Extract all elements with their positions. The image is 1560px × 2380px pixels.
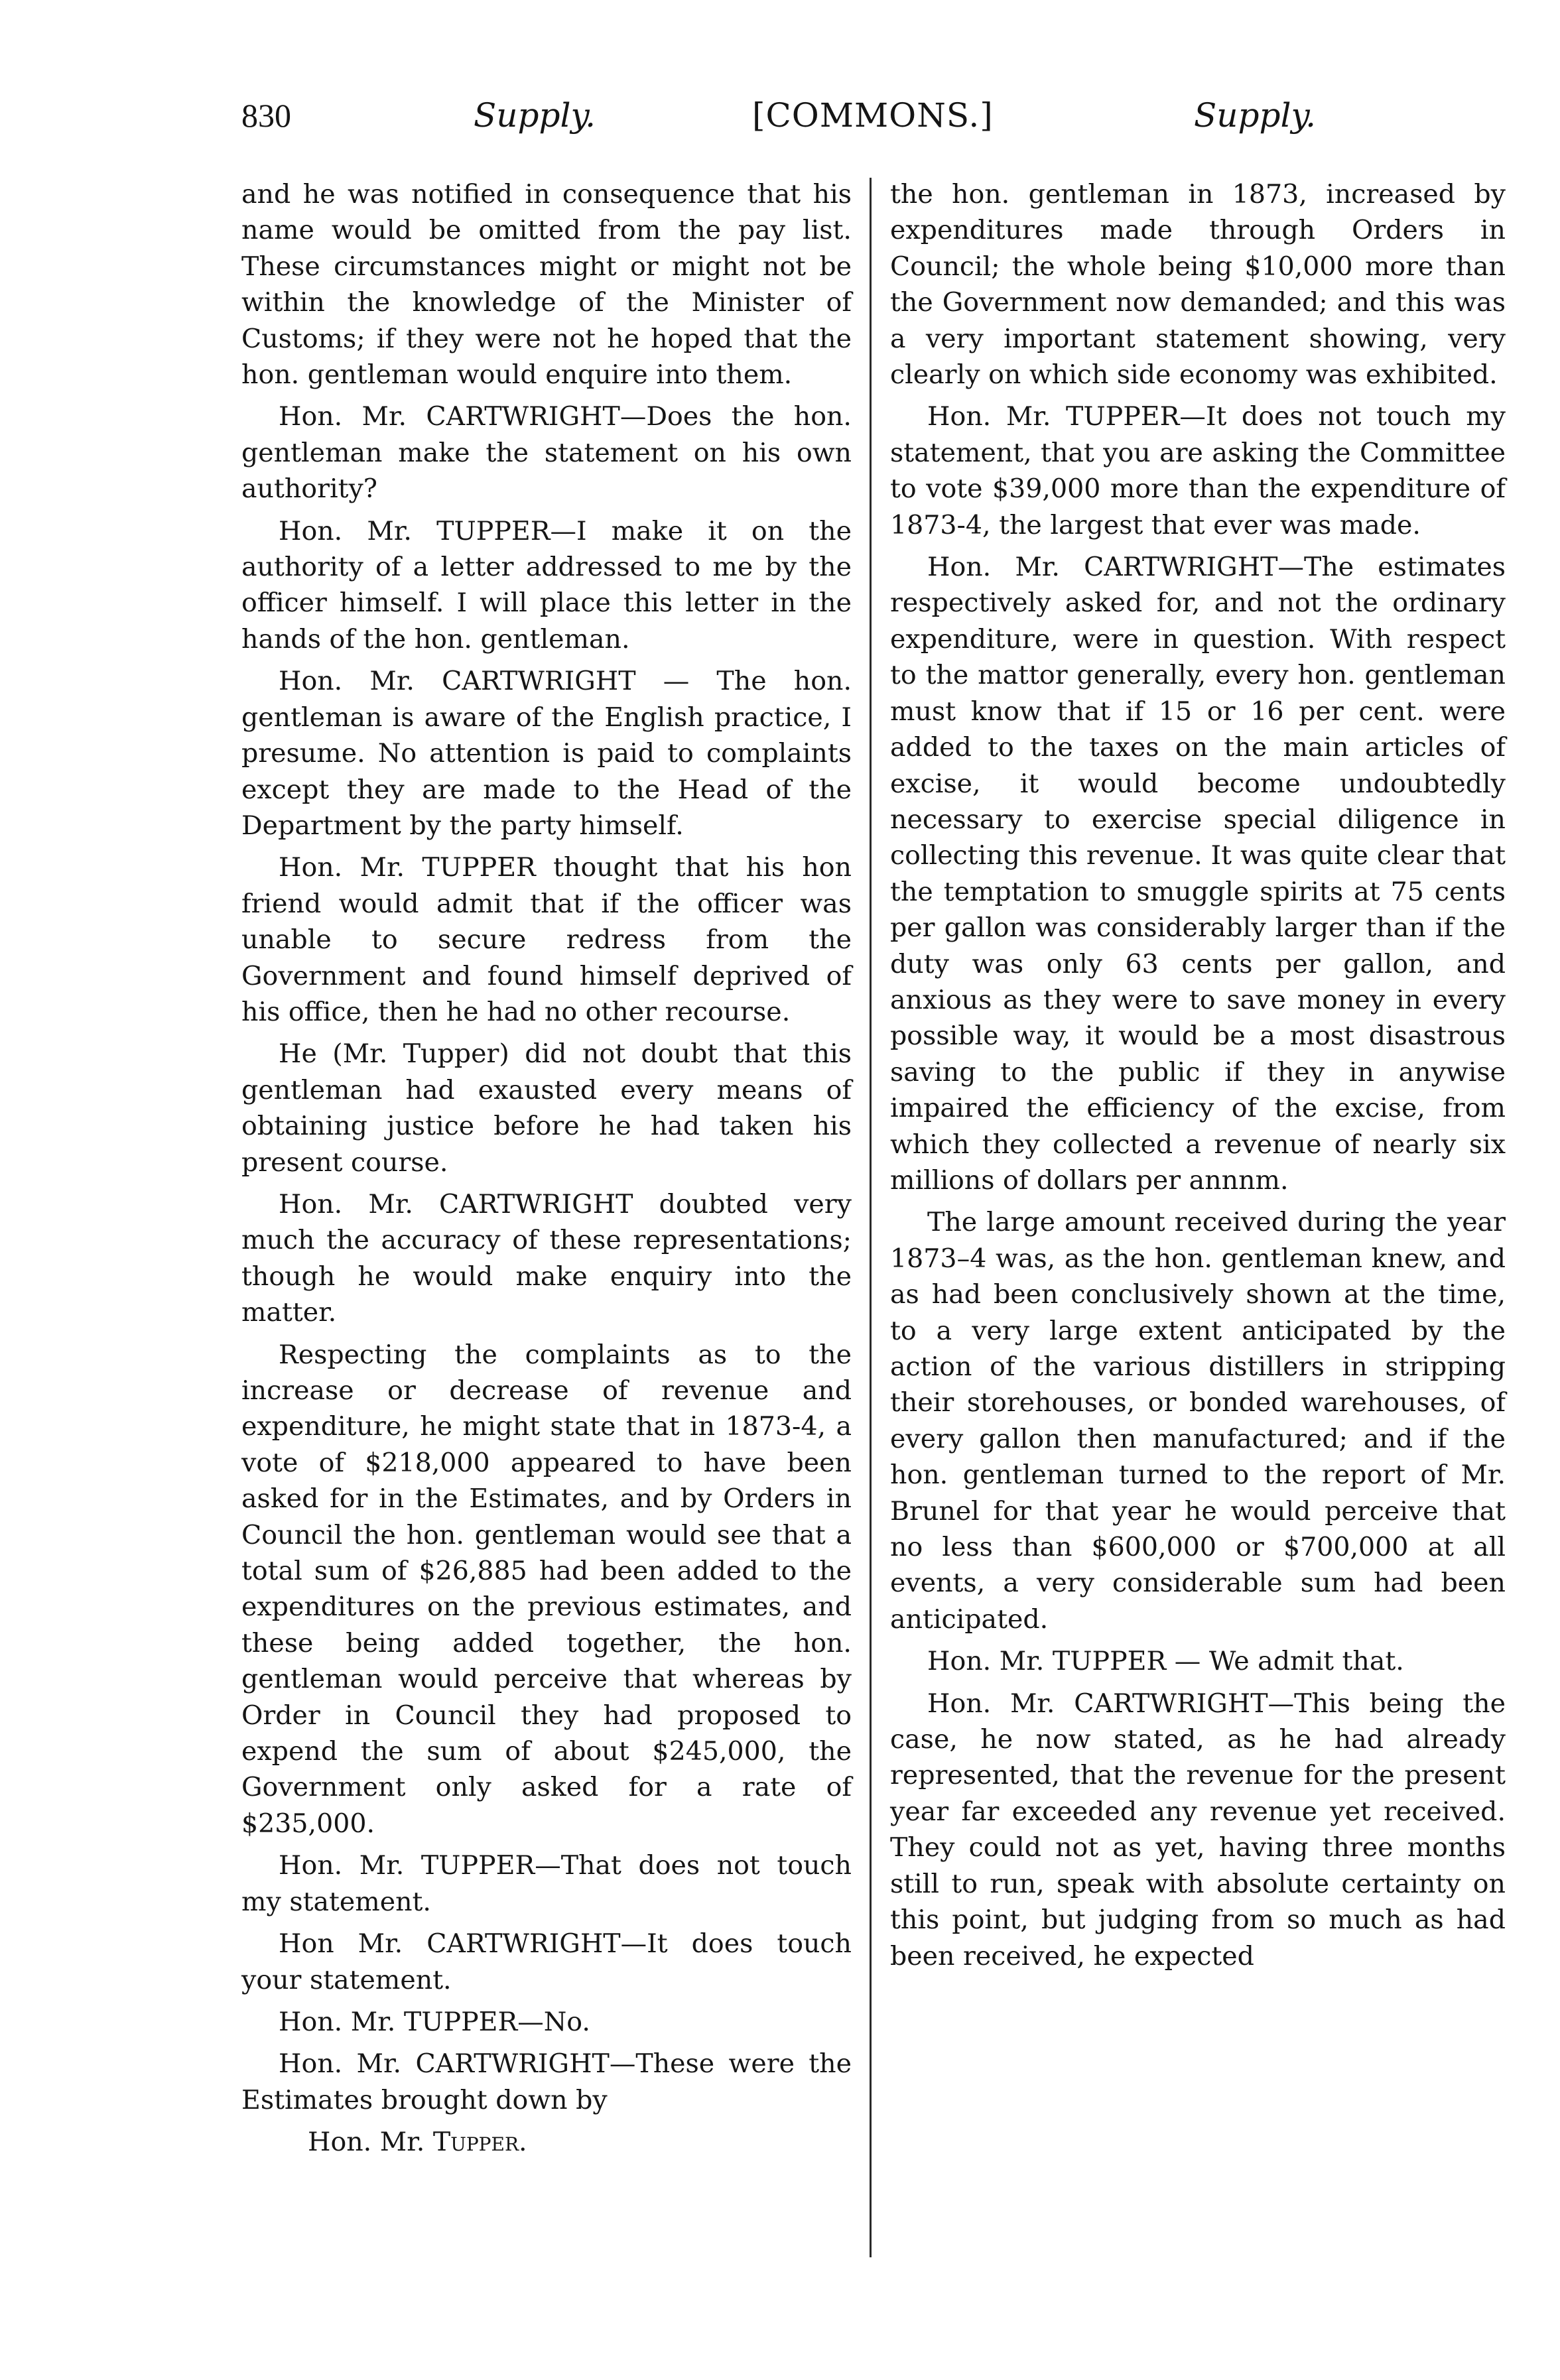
paragraph: Hon Mr. CARTWRIGHT—It does touch your statement. [241, 1928, 852, 1995]
paragraph: Respecting the complaints as to the increase or decrease of revenue and expenditure, he might state that in 1873-4, a vote of $218,000 appeared to have been asked for in the Estimates, and by Orders in Council the hon. gentleman would see that a total sum of $26,885 had been added to the expenditures on the previous estimates, and these being added together, the hon. gentleman would perceive that whereas by Order in Council they had proposed to expend the sum of about $245,000, the Government only asked for a rate of $235,000. [241, 1339, 852, 1839]
paragraph: the hon. gentleman in 1873, increased by expenditures made through Orders in Council; the whole being $10,000 more than the Government now demanded; and this was a very important statement showing, very clearly on which side economy was exhibited. [890, 179, 1506, 391]
paragraph: Hon. Mr. TUPPER—No. [279, 2006, 590, 2037]
paragraph: Hon. Mr. CARTWRIGHT — The hon. gentleman is aware of the English practice, I presume. No attention is paid to complaints except they are made to the Head of the Department by the party himself. [241, 666, 852, 841]
signature-name: Tupper. [432, 2127, 527, 2158]
right-column [890, 176, 1506, 1980]
speaker-signature [241, 2124, 852, 2160]
left-column [241, 176, 852, 2166]
page-header [241, 96, 1316, 149]
paragraph: Hon. Mr. TUPPER—That does not touch my statement. [241, 1850, 852, 1917]
column-divider [870, 178, 872, 2257]
paragraph: Hon. Mr. CARTWRIGHT—The estimates respectively asked for, and not the ordinary expenditure, were in question. With respect to the mattor generally, every hon. gentleman must know that if 15 or 16 per cent. were added to the taxes on the main articles of excise, it would become undoubtedly necessary to exercise special diligence in collecting this revenue. It was quite clear that the temptation to smuggle spirits at 75 cents per gallon was considerably larger than if the duty was only 63 cents per gallon, and anxious as they were to save money in every possible way, it would be a most disastrous saving to the public if they in anywise impaired the efficiency of the excise, from which they collected a revenue of nearly six millions of dollars per annnm. [890, 552, 1506, 1196]
signature-prefix: Hon. Mr. [308, 2127, 425, 2158]
running-head-left: Supply. [474, 96, 596, 135]
page-number: 830 [241, 97, 291, 134]
paragraph: Hon. Mr. TUPPER thought that his hon friend would admit that if the officer was unable to secure redress from the Government and found himself deprived of his office, then he had no other recourse. [241, 852, 852, 1027]
paragraph: Hon. Mr. TUPPER—It does not touch my statement, that you are asking the Committee to vote $39,000 more than the expenditure of 1873-4, the largest that ever was made. [890, 401, 1506, 540]
paragraph: The large amount received during the year 1873–4 was, as the hon. gentleman knew, and as had been conclusively shown at the time, to a very large extent anticipated by the action of the various distillers in stripping their storehouses, or bonded warehouses, of every gallon then manufactured; and if the hon. gentleman turned to the report of Mr. Brunel for that year he would perceive that no less than $600,000 or $700,000 at all events, a very considerable sum had been anticipated. [890, 1207, 1506, 1635]
paragraph: He (Mr. Tupper) did not doubt that this gentleman had exausted every means of obtaining justice before he had taken his present course. [241, 1038, 852, 1178]
paragraph: Hon. Mr. TUPPER — We admit that. [927, 1646, 1404, 1677]
paragraph: Hon. Mr. CARTWRIGHT—These were the Estimates brought down by [241, 2048, 852, 2115]
paragraph: and he was notified in consequence that his name would be omitted from the pay list. These circumstances might or might not be within the knowledge of the Minister of Customs; if they were not he hoped that the hon. gentleman would enquire into them. [241, 179, 852, 391]
running-head-right: Supply. [1194, 96, 1316, 135]
paragraph: Hon. Mr. CARTWRIGHT—Does the hon. gentleman make the statement on his own authority? [241, 401, 852, 505]
paragraph: Hon. Mr. TUPPER—I make it on the authority of a letter addressed to me by the officer himself. I will place this letter in the hands of the hon. gentleman. [241, 515, 852, 655]
paragraph: Hon. Mr. CARTWRIGHT—This being the case, he now stated, as he had already represented, that the revenue for the present year far exceeded any revenue yet received. They could not as yet, having three months still to run, speak with absolute certainty on this point, but judging from so much as had been received, he expected [890, 1688, 1506, 1972]
running-head-center: [COMMONS.] [752, 96, 994, 135]
paragraph: Hon. Mr. CARTWRIGHT doubted very much the accuracy of these representations; though he would make enquiry into the matter. [241, 1188, 852, 1328]
